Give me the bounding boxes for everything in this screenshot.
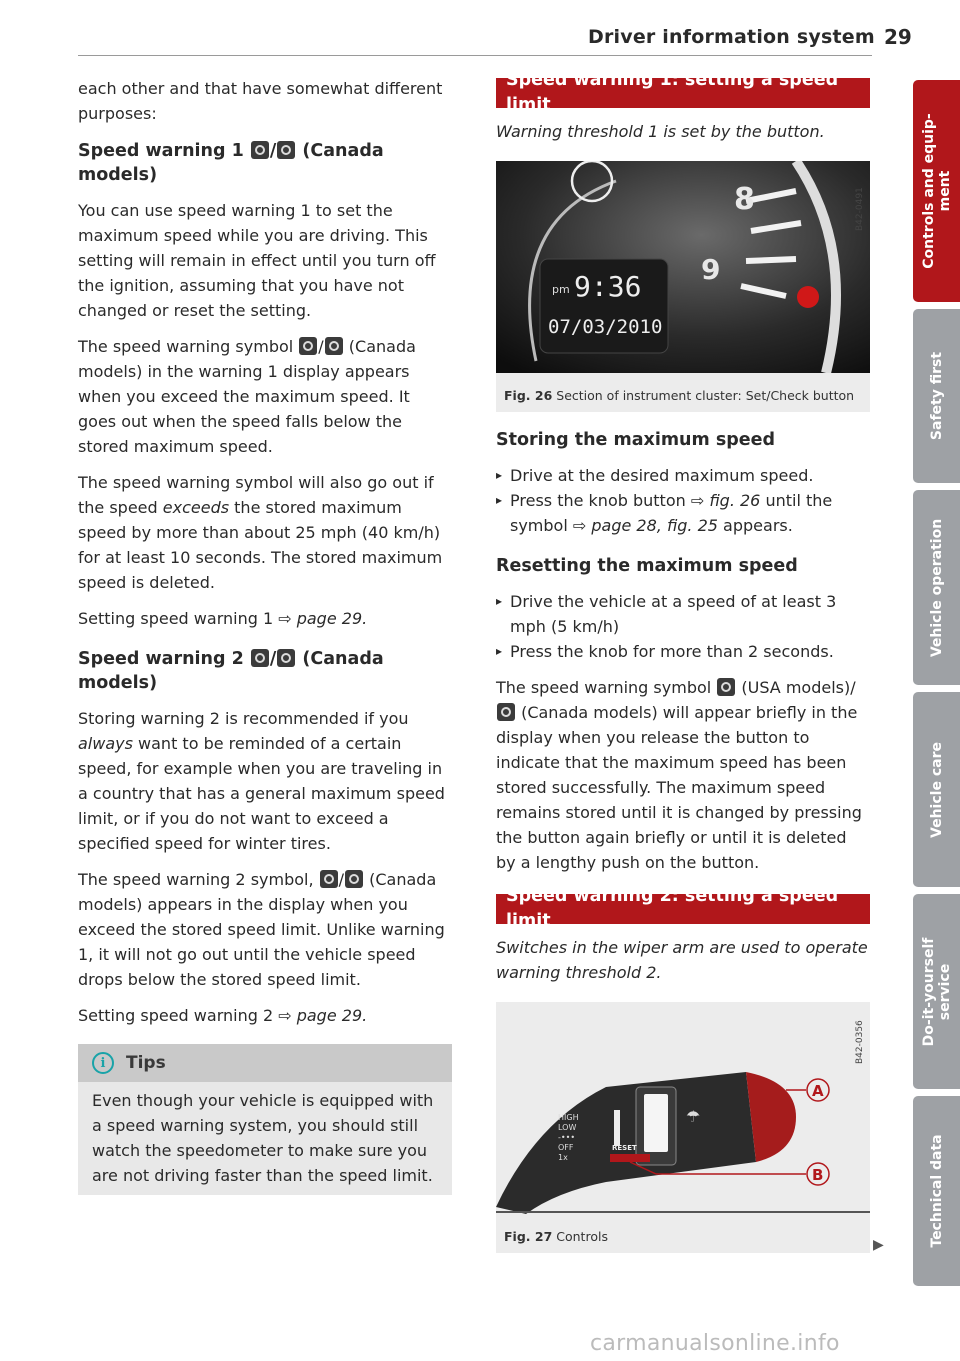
watermark: carmanualsonline.info: [590, 1331, 840, 1356]
paragraph: You can use speed warning 1 to set the maximum speed while you are driving. This setting will remain in effect until you turn off the ignition, assuming that you have not changed or reset the setting.: [78, 201, 436, 320]
label-low: LOW: [558, 1123, 577, 1132]
tips-header: [78, 1044, 452, 1082]
speed-warning-icon: [251, 141, 269, 159]
page-number: 29: [884, 25, 912, 49]
next-page-arrow-icon: ▶: [873, 1237, 884, 1253]
label-interval: -•••: [558, 1133, 576, 1142]
speed-warning-icon: [325, 337, 343, 355]
section-bar-speed-warning-2: Speed warning 2: setting a speed limit: [496, 894, 870, 924]
callout-b: B: [812, 1166, 824, 1184]
figure-code: B42-0356: [855, 1020, 865, 1064]
tips-title: Tips: [126, 1052, 166, 1073]
tab-do-it-yourself-service[interactable]: Do-it-yourself service: [913, 894, 960, 1089]
storing-steps: [496, 463, 870, 538]
tips-box: [78, 1044, 452, 1195]
label-off: OFF: [558, 1143, 574, 1152]
storing-heading: Storing the maximum speed: [496, 430, 776, 450]
speed-warning-2-heading: Speed warning 2 / (Canada models): [78, 649, 384, 693]
speed-warning-icon: [277, 649, 295, 667]
figure-caption: Fig. 27 Controls: [504, 1229, 608, 1244]
section-intro: Switches in the wiper arm are used to operate warning threshold 2.: [496, 938, 868, 982]
tips-body: Even though your vehicle is equipped with a speed warning system, you should still watch the speedometer to make sure you are not driving faster than the speed limit.: [92, 1091, 434, 1185]
figure-code: B42-0491: [855, 187, 865, 231]
instrument-cluster-image: [496, 161, 870, 373]
resetting-heading: Resetting the maximum speed: [496, 556, 798, 576]
speed-warning-icon: [320, 870, 338, 888]
gauge-number-8: 8: [734, 182, 755, 217]
list-item: ▸ Drive at the desired maximum speed.: [496, 463, 870, 488]
wiper-arm-image: [496, 1002, 870, 1214]
paragraph: Storing warning 2 is recommended if you always want to be reminded of a certain speed, for example when you are traveling in a country that has a general maximum speed limit, or if you do not want to exceed a specified speed for winter tires.: [78, 709, 445, 853]
chapter-tabs: [913, 80, 960, 1293]
check-button: [797, 286, 819, 308]
clock-time: 9:36: [574, 270, 642, 303]
label-high: HIGH: [558, 1113, 579, 1122]
page-link[interactable]: page 28, fig. 25: [591, 516, 718, 535]
paragraph: The speed warning 2 symbol, / (Canada models) appears in the display when you exceed the stored speed limit. Unlike warning 1, it will not go out until the vehicle speed drops below the stored speed limit.: [78, 870, 445, 989]
clock-date: 07/03/2010: [548, 316, 663, 338]
figure-26: [496, 161, 870, 412]
left-column: [78, 76, 452, 1195]
list-item: ▸ Press the knob button ⇨ fig. 26 until the symbol ⇨ page 28, fig. 25 appears.: [496, 488, 870, 538]
list-item: ▸ Drive the vehicle at a speed of at least 3 mph (5 km/h): [496, 589, 870, 639]
speed-warning-1-heading: Speed warning 1 / (Canada models): [78, 141, 384, 185]
label-reset: RESET: [612, 1144, 637, 1152]
speed-warning-icon: [277, 141, 295, 159]
reset-button: [610, 1154, 650, 1162]
label-1x: 1x: [558, 1153, 568, 1162]
position-marks: [614, 1110, 620, 1146]
speed-warning-icon: [345, 870, 363, 888]
tab-vehicle-care[interactable]: Vehicle care: [913, 692, 960, 887]
speed-warning-icon: [717, 678, 735, 696]
figure-link[interactable]: fig. 26: [709, 491, 761, 510]
callout-a: A: [812, 1082, 824, 1100]
figure-caption: Fig. 26 Section of instrument cluster: Set/Check button: [504, 388, 855, 403]
header-rule: [78, 55, 872, 56]
cross-reference: Setting speed warning 2 ⇨ page 29.: [78, 1006, 368, 1025]
list-item: ▸ Press the knob for more than 2 seconds.: [496, 639, 870, 664]
running-header-title: Driver information system: [588, 26, 875, 48]
section-intro: Warning threshold 1 is set by the button.: [496, 122, 825, 141]
page-link[interactable]: page 29.: [296, 1006, 368, 1025]
tab-vehicle-operation[interactable]: Vehicle operation: [913, 490, 960, 685]
section-bar-speed-warning-1: Speed warning 1: setting a speed limit: [496, 78, 870, 108]
speed-warning-icon: [497, 703, 515, 721]
cross-reference: Setting speed warning 1 ⇨ page 29.: [78, 609, 368, 628]
ampm-label: pm: [552, 283, 570, 296]
tab-safety-first[interactable]: Safety first: [913, 309, 960, 483]
paragraph: The speed warning symbol will also go out if the speed exceeds the stored maximum speed by more than about 25 mph (40 km/h) for at least 10 seconds. The stored maximum speed is deleted.: [78, 473, 443, 592]
paragraph: The speed warning symbol (USA models)/ (Canada models) will appear briefly in the display when you release the button to indicate that the maximum speed has been stored successfully. The maximum speed remains stored until it is changed by pressing the button again briefly or until it is deleted by a lengthy push on the button.: [496, 678, 862, 872]
gauge-number-9: 9: [701, 253, 721, 286]
page-link[interactable]: page 29.: [296, 609, 368, 628]
wiper-icon: ☂: [686, 1107, 701, 1126]
speed-warning-icon: [251, 649, 269, 667]
tab-controls-and-equipment[interactable]: Controls and equip- ment: [913, 80, 960, 302]
continuation-text: each other and that have somewhat different purposes:: [78, 79, 443, 123]
paragraph: The speed warning symbol / (Canada models) in the warning 1 display appears when you exceed the maximum speed. It goes out when the speed falls below the stored maximum speed.: [78, 337, 416, 456]
figure-27: [496, 1002, 870, 1253]
info-icon: i: [92, 1052, 114, 1074]
rocker-highlight: [644, 1094, 668, 1152]
resetting-steps: [496, 589, 870, 664]
right-column: [496, 70, 870, 1253]
speed-warning-icon: [299, 337, 317, 355]
tab-technical-data[interactable]: Technical data: [913, 1096, 960, 1286]
